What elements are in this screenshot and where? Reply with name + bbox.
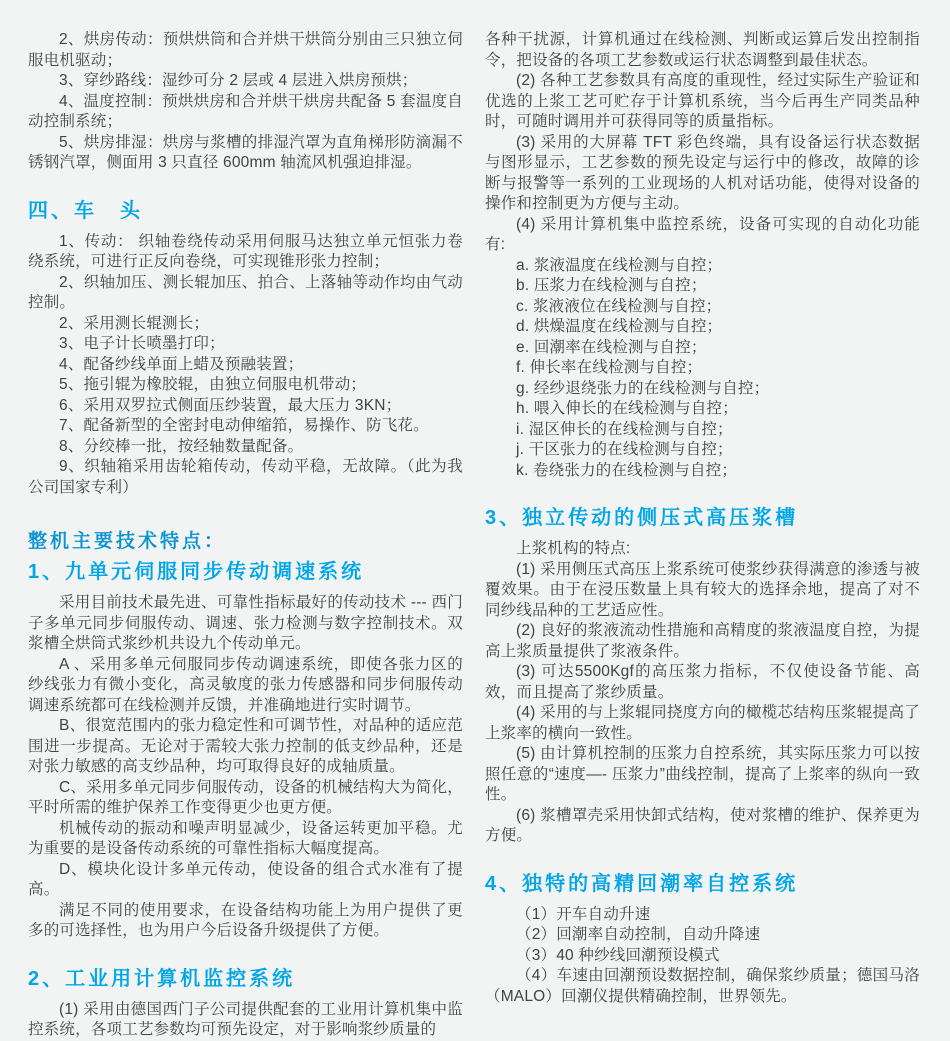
section-heading: 3、独立传动的侧压式高压浆槽 xyxy=(485,507,799,529)
paragraph: 2、采用测长辊测长； xyxy=(59,314,210,332)
section-heading: 4、独特的高精回潮率自控系统 xyxy=(485,872,799,895)
paragraph: 4、温度控制：预烘烘房和合并烘干烘房共配备 5 套温度自动控制系统； xyxy=(28,92,463,130)
paragraph: 机械传动的振动和噪声明显减少，设备运转更加平稳。尤为重要的是设备传动系统的可靠性指标大幅度提高。 xyxy=(28,819,463,857)
paragraph: 采用目前技术最先进、可靠性指标最好的传动技术 --- 西门子多单元同步伺服传动、调速、张力检测与数字控制技术。双浆槽全烘筒式浆纱机共设九个传动单元。 xyxy=(28,594,463,652)
list-item: d. 烘燥温度在线检测与自控； xyxy=(516,318,723,335)
group-heading: 整机主要技术特点： xyxy=(28,531,227,552)
section-heading: 1、九单元伺服同步传动调速系统 xyxy=(28,561,365,583)
paragraph: B、很宽范围内的张力稳定性和可调节性，对品种的适应范围进一步提高。无论对于需较大张力控制的低支纱品种，还是对张力敏感的高支纱品种，均可取得良好的成轴质量。 xyxy=(28,717,463,775)
paragraph: 3、电子计长喷墨打印； xyxy=(59,335,225,352)
list-item: （3）40 种纱线回潮预设模式 xyxy=(516,946,720,964)
paragraph: (4) 采用计算机集中监控系统，设备可实现的自动化功能有: xyxy=(485,215,920,253)
list-item: f. 伸长率在线检测与自控； xyxy=(516,359,703,376)
paragraph: 9、织轴箱采用齿轮箱传动，传动平稳，无故障。（此为我公司国家专利） xyxy=(28,458,463,496)
section-heading: 四、车 头 xyxy=(28,199,143,222)
paragraph: C、采用多单元同步伺服传动，设备的机械结构大为简化，平时所需的维护保养工作变得更少也更方便。 xyxy=(28,778,463,816)
paragraph: (2) 各种工艺参数具有高度的重现性，经过实际生产验证和优选的上浆工艺可贮存于计算机系统，当今后再生产同类品种时，可随时调用并可获得同等的质量指标。 xyxy=(485,72,920,130)
paragraph: 5、烘房排湿：烘房与浆槽的排湿汽罩为直角梯形防滴漏不锈钢汽罩，侧面用 3 只直径 600mm 轴流风机强迫排湿。 xyxy=(28,133,463,171)
paragraph: (1) 采用由德国西门子公司提供配套的工业用计算机集中监控系统，各项工艺参数均可预先设定，对于影响浆纱质量的 xyxy=(28,1000,463,1038)
paragraph: 3、穿纱路线：湿纱可分 2 层或 4 层进入烘房预烘； xyxy=(59,72,418,89)
list-item: （1）开车自动升速 xyxy=(516,905,651,923)
paragraph: 4、配备纱线单面上蜡及预融装置； xyxy=(59,355,304,373)
paragraph: (6) 浆槽罩壳采用快卸式结构，使对浆槽的维护、保养更为方便。 xyxy=(485,806,920,844)
list-item: g. 经纱退绕张力的在线检测与自控； xyxy=(516,379,770,397)
paragraph: 8、分绞棒一批，按经轴数量配备。 xyxy=(59,437,304,455)
paragraph: D、模块化设计多单元传动，使设备的组合式水准有了提高。 xyxy=(28,860,463,898)
paragraph: (3) 采用的大屏幕 TFT 彩色终端，具有设备运行状态数据与图形显示，工艺参数的预先设定与运行中的修改，故障的诊断与报警等一系列的工业现场的人机对话功能，使得对设备的操作和控制更为方便与主动。 xyxy=(485,133,920,212)
paragraph: 2、织轴加压、测长辊加压、拍合、上落轴等动作均由气动控制。 xyxy=(28,273,463,311)
paragraph: (1) 采用侧压式高压上浆系统可使浆纱获得满意的渗透与被覆效果。由于在浸压数量上具有较大的选择余地，提高了对不同纱线品种的工艺适应性。 xyxy=(485,560,920,619)
paragraph: 2、烘房传动：预烘烘筒和合并烘干烘筒分别由三只独立伺服电机驱动； xyxy=(28,31,463,69)
list-item: e. 回潮率在线检测与自控； xyxy=(516,338,707,356)
list-item: i. 湿区伸长的在线检测与自控； xyxy=(516,420,733,438)
paragraph: A 、采用多单元伺服同步传动调速系统，即使各张力区的纱线张力有微小变化，高灵敏度的张力传感器和同步伺服传动调速系统都可在线检测并反馈，并准确地进行实时调节。 xyxy=(28,655,463,714)
paragraph: 满足不同的使用要求，在设备结构功能上为用户提供了更多的可选择性，也为用户今后设备升级提供了方便。 xyxy=(28,901,463,939)
paragraph: (2) 良好的浆液流动性措施和高精度的浆液温度自控，为提高上浆质量提供了浆液条件。 xyxy=(485,622,920,660)
paragraph: (3) 可达5500Kgf的高压浆力指标，不仅使设备节能、高效，而且提高了浆纱质量。 xyxy=(485,663,920,701)
list-item: c. 浆液液位在线检测与自控； xyxy=(516,297,722,315)
list-item: j. 干区张力的在线检测与自控； xyxy=(516,441,733,458)
list-item: （2）回潮率自动控制，自动升降速 xyxy=(516,926,761,943)
list-item: a. 浆液温度在线检测与自控； xyxy=(516,256,723,274)
list-item: h. 喂入伸长的在线检测与自控； xyxy=(516,400,738,417)
paragraph: （4）车速由回潮预设数据控制，确保浆纱质量；德国马洛（MALO）回潮仪提供精确控制，世界领先。 xyxy=(485,967,920,1005)
paragraph: 各种干扰源，计算机通过在线检测、判断或运算后发出控制指令，把设备的各项工艺参数或运行状态调整到最佳状态。 xyxy=(485,31,920,69)
right-column xyxy=(485,30,920,1005)
paragraph: (5) 由计算机控制的压浆力自控系统，其实际压浆力可以按照任意的“速度—- 压浆力”曲线控制，提高了上浆率的纵向一致性。 xyxy=(485,745,920,803)
paragraph: (4) 采用的与上浆辊同挠度方向的橄榄芯结构压浆辊提高了上浆率的横向一致性。 xyxy=(485,704,920,742)
paragraph: 6、采用双罗拉式侧面压纱装置，最大压力 3KN； xyxy=(59,396,402,414)
paragraph: 7、配备新型的全密封电动伸缩筘，易操作、防飞花。 xyxy=(59,417,429,434)
list-item: k. 卷绕张力的在线检测与自控； xyxy=(516,461,738,479)
list-item: b. 压浆力在线检测与自控； xyxy=(516,277,707,294)
left-column xyxy=(28,30,463,1038)
list-item: 上浆机构的特点: xyxy=(516,540,631,557)
paragraph: 5、拖引辊为橡胶辊，由独立伺服电机带动； xyxy=(59,376,367,393)
section-heading: 2、工业用计算机监控系统 xyxy=(28,967,296,990)
paragraph: 1、传动： 织轴卷绕传动采用伺服马达独立单元恒张力卷绕系统，可进行正反向卷绕，可实现锥形张力控制； xyxy=(28,232,463,270)
